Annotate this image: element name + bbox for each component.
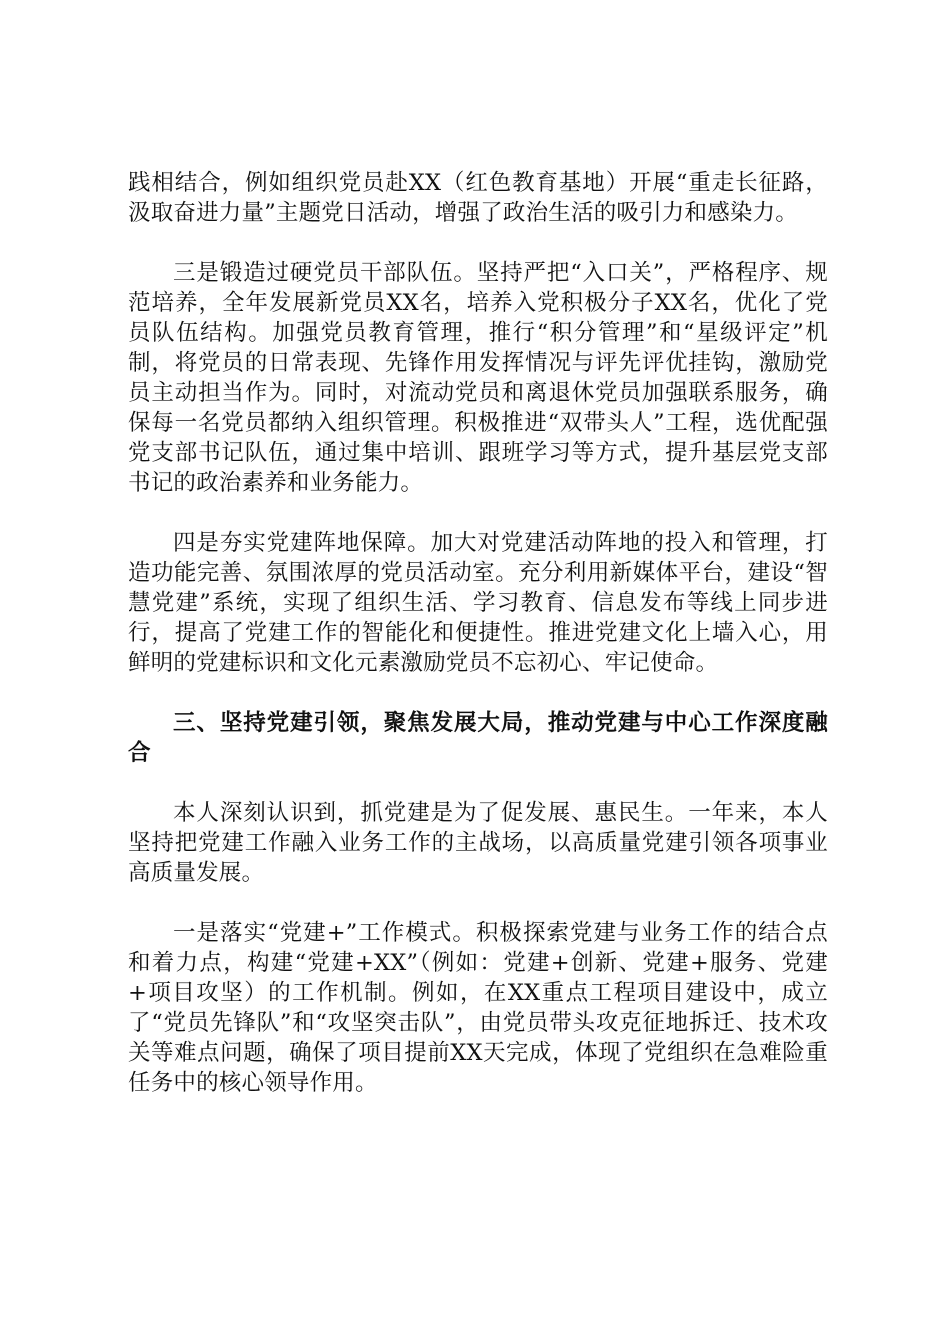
paragraph-continuation: 践相结合，例如组织党员赴XX（红色教育基地）开展“重走长征路，汲取奋进力量”主题党日活动，增强了政治生活的吸引力和感染力。 xyxy=(128,170,828,226)
paragraph-party-team: 三是锻造过硬党员干部队伍。坚持严把“入口关”，严格程序、规范培养，全年发展新党员XX名，培养入党积极分子XX名，优化了党员队伍结构。加强党员教育管理，推行“积分管理”和“星级评定”机制，将党员的日常表现、先锋作用发挥情况与评先评优挂钩，激励党员主动担当作为。同时，对流动党员和离退休党员加强联系服务，确保每一名党员都纳入组织管理。积极推进“双带头人”工程，选优配强党支部书记队伍，通过集中培训、跟班学习等方式，提升基层党支部书记的政治素养和业务能力。 xyxy=(128,260,828,496)
section-heading: 三、坚持党建引领，聚焦发展大局，推动党建与中心工作深度融合 xyxy=(128,710,828,766)
document-body xyxy=(128,168,828,1128)
paragraph-section-intro: 本人深刻认识到，抓党建是为了促发展、惠民生。一年来，本人坚持把党建工作融入业务工作的主战场，以高质量党建引领各项事业高质量发展。 xyxy=(128,800,828,886)
paragraph-party-plus-model: 一是落实“党建+”工作模式。积极探索党建与业务工作的结合点和着力点，构建“党建+XX”（例如：党建+创新、党建+服务、党建+项目攻坚）的工作机制。例如，在XX重点工程项目建设中，成立了“党员先锋队”和“攻坚突击队”，由党员带头攻克征地拆迁、技术攻关等难点问题，确保了项目提前XX天完成，体现了党组织在急难险重任务中的核心领导作用。 xyxy=(128,920,828,1096)
paragraph-party-position: 四是夯实党建阵地保障。加大对党建活动阵地的投入和管理，打造功能完善、氛围浓厚的党员活动室。充分利用新媒体平台，建设“智慧党建”系统，实现了组织生活、学习教育、信息发布等线上同步进行，提高了党建工作的智能化和便捷性。推进党建文化上墙入心，用鲜明的党建标识和文化元素激励党员不忘初心、牢记使命。 xyxy=(128,530,828,676)
